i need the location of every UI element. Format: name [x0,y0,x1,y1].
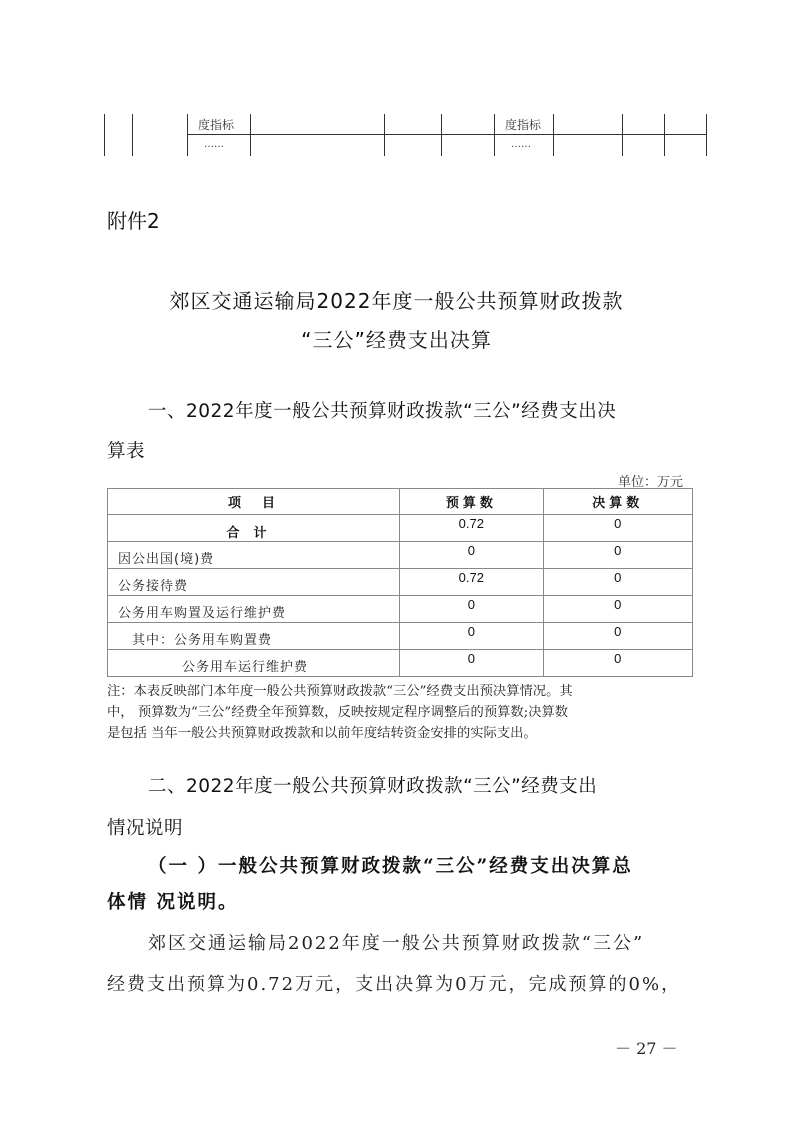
table-note [107,681,697,744]
unit-label: 单位：万元 [617,475,683,490]
table-border [706,114,707,156]
table-header-row [108,489,693,515]
section1-heading: 一、2022年度一般公共预算财政拨款“三公”经费支出决 [148,401,617,422]
row-item: 其中：公务用车购置费 [108,623,400,650]
table-border [250,114,251,156]
row-budget: 0 [400,596,543,623]
table-cell: …… [204,139,224,150]
row-budget: 0 [400,542,543,569]
table-border [187,114,188,156]
row-actual: 0 [543,623,692,650]
subsection1-heading: （一 ）一般公共预算财政拨款“三公”经费支出决算总 [148,856,633,877]
row-item: 公务用车运行维护费 [108,650,400,677]
row-budget: 0.72 [400,515,543,542]
table-cell: 度指标 [505,118,542,132]
note-line: 注：本表反映部门本年度一般公共预算财政拨款“三公”经费支出预决算情况。其 [107,684,573,699]
table-row [108,515,693,542]
subsection1-heading-cont: 体情 况说明。 [107,892,239,913]
table-border [553,114,554,156]
table-cell: 度指标 [198,118,235,132]
table-border [132,114,133,156]
table-row [108,650,693,677]
table-cell: …… [511,139,531,150]
row-actual: 0 [543,569,692,596]
table-row [108,596,693,623]
row-item: 因公出国(境)费 [108,542,400,569]
note-line: 中， 预算数为“三公”经费全年预算数，反映按规定程序调整后的预算数;决算数 [107,705,569,720]
row-budget: 0.72 [400,569,543,596]
table-border [622,114,623,156]
section2-heading-cont: 情况说明 [107,818,184,839]
row-item: 合计 [108,515,400,542]
table-border [441,114,442,156]
row-item: 公务接待费 [108,569,400,596]
header-budget: 预算数 [400,489,543,515]
table-row [108,569,693,596]
body-paragraph-line: 经费支出预算为0.72万元，支出决算为0万元，完成预算的0%， [107,974,682,995]
table-row [108,542,693,569]
attachment-label: 附件2 [107,209,160,233]
row-actual: 0 [543,515,692,542]
row-item: 公务用车购置及运行维护费 [108,596,400,623]
row-budget: 0 [400,623,543,650]
document-title-line2: “三公”经费支出决算 [301,328,492,352]
row-budget: 0 [400,650,543,677]
row-actual: 0 [543,596,692,623]
header-actual: 决算数 [543,489,692,515]
note-line: 是包括 当年一般公共预算财政拨款和以前年度结转资金安排的实际支出。 [107,726,537,741]
table-border [187,134,707,135]
section1-heading-cont: 算表 [107,441,146,462]
row-actual: 0 [543,542,692,569]
row-actual: 0 [543,650,692,677]
section2-heading: 二、2022年度一般公共预算财政拨款“三公”经费支出 [148,776,598,797]
header-item: 项 目 [108,489,400,515]
table-border [104,114,105,156]
table-border [494,114,495,156]
three-public-expenses-table [107,488,693,677]
document-title-line1: 郊区交通运输局2022年度一般公共预算财政拨款 [169,289,624,313]
table-border [664,114,665,156]
table-row [108,623,693,650]
table-border [384,114,385,156]
page-number: － 27 － [615,1039,678,1058]
body-paragraph-line: 郊区交通运输局2022年度一般公共预算财政拨款“三公” [148,933,645,954]
